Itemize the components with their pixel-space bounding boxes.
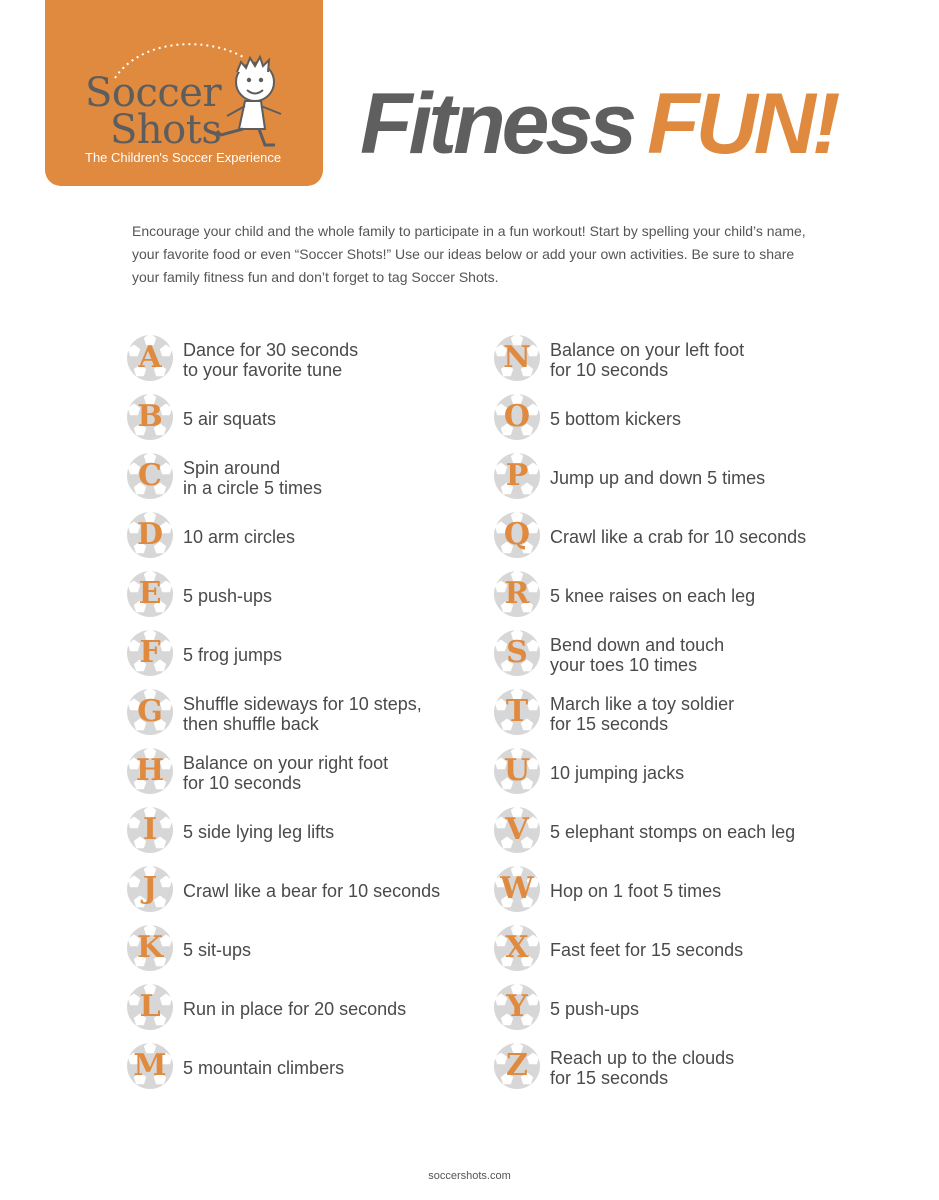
activity-letter: L <box>139 989 161 1024</box>
activity-item-u <box>494 748 854 798</box>
activity-letter: U <box>503 753 531 788</box>
activity-letter: M <box>133 1048 167 1083</box>
activity-text: Crawl like a bear for 10 seconds <box>183 881 441 901</box>
letter-badge <box>127 335 173 381</box>
letter-badge <box>494 335 540 381</box>
letter-badge <box>494 630 540 676</box>
letter-badge <box>127 394 173 440</box>
activity-item-m <box>127 1043 487 1093</box>
activity-letter: D <box>136 517 163 552</box>
activity-text: Spin around in a circle 5 times <box>183 458 323 498</box>
activity-item-n <box>494 335 854 385</box>
letter-badge <box>494 807 540 853</box>
activity-letter: E <box>138 576 162 611</box>
activity-text: 5 bottom kickers <box>550 409 682 429</box>
activity-item-e <box>127 571 487 621</box>
letter-badge <box>494 1043 540 1089</box>
activity-text: 5 elephant stomps on each leg <box>550 822 796 842</box>
activity-item-l <box>127 984 487 1034</box>
letter-badge <box>127 984 173 1030</box>
letter-badge <box>127 925 173 971</box>
activity-text: March like a toy soldier for 15 seconds <box>550 694 735 734</box>
activity-letter: T <box>505 694 529 729</box>
letter-badge <box>494 925 540 971</box>
page-title-part-2: FUN! <box>647 76 837 172</box>
activity-text: Bend down and touch your toes 10 times <box>550 635 725 675</box>
activity-text: Balance on your left foot for 10 seconds <box>550 340 745 380</box>
activity-letter: R <box>504 576 530 611</box>
activity-text: Balance on your right foot for 10 seconds <box>183 753 389 793</box>
activity-letter: I <box>142 812 158 847</box>
footer-url: soccershots.com <box>428 1170 511 1182</box>
activity-item-a <box>127 335 487 385</box>
activity-item-t <box>494 689 854 739</box>
activity-letter: G <box>137 694 163 729</box>
activity-letter: Y <box>506 989 528 1024</box>
letter-badge <box>127 512 173 558</box>
activity-text: 5 push-ups <box>183 586 273 606</box>
activity-letter: H <box>135 753 165 788</box>
letter-badge <box>127 807 173 853</box>
activity-letter: V <box>505 812 529 847</box>
activity-item-q <box>494 512 854 562</box>
letter-badge <box>494 748 540 794</box>
activity-letter: W <box>500 871 534 906</box>
logo-tagline: The Children's Soccer Experience <box>85 150 282 165</box>
activity-item-p <box>494 453 854 503</box>
activity-letter: N <box>503 340 531 375</box>
activity-item-j <box>127 866 487 916</box>
activity-item-r <box>494 571 854 621</box>
activity-text: 5 side lying leg lifts <box>183 822 335 842</box>
page-title-part-1: Fitness <box>360 76 634 172</box>
activity-letter: P <box>505 458 529 493</box>
letter-badge <box>127 571 173 617</box>
activity-letter: A <box>138 340 162 375</box>
activity-letter: Q <box>503 517 531 552</box>
activity-item-y <box>494 984 854 1034</box>
activity-item-f <box>127 630 487 680</box>
letter-badge <box>494 453 540 499</box>
activity-text: Reach up to the clouds for 15 seconds <box>550 1048 735 1088</box>
activity-text: 10 jumping jacks <box>550 763 685 783</box>
activity-text: 5 mountain climbers <box>183 1058 345 1078</box>
activity-item-o <box>494 394 854 444</box>
activity-text: Jump up and down 5 times <box>550 468 766 488</box>
letter-badge <box>494 394 540 440</box>
activity-item-w <box>494 866 854 916</box>
activity-text: Shuffle sideways for 10 steps, then shuffle back <box>183 694 422 734</box>
letter-badge <box>127 630 173 676</box>
activity-text: Crawl like a crab for 10 seconds <box>550 527 807 547</box>
logo-word-soccer: Soccer <box>85 70 222 116</box>
activity-text: Hop on 1 foot 5 times <box>550 881 722 901</box>
activity-item-k <box>127 925 487 975</box>
activity-letter: S <box>506 635 528 670</box>
letter-badge <box>127 866 173 912</box>
letter-badge <box>127 1043 173 1089</box>
activity-item-x <box>494 925 854 975</box>
activity-letter: O <box>503 399 531 434</box>
activity-item-d <box>127 512 487 562</box>
letter-badge <box>127 748 173 794</box>
letter-badge <box>494 984 540 1030</box>
activity-item-b <box>127 394 487 444</box>
page-title <box>360 74 836 174</box>
activity-letter: X <box>505 930 529 965</box>
letter-badge <box>494 571 540 617</box>
activity-text: 5 frog jumps <box>183 645 283 665</box>
activity-text: Fast feet for 15 seconds <box>550 940 744 960</box>
activity-text: 5 air squats <box>183 409 277 429</box>
activity-letter: C <box>138 458 162 493</box>
activity-text: 10 arm circles <box>183 527 296 547</box>
activity-letter: F <box>139 635 161 670</box>
activity-letter: K <box>136 930 164 965</box>
activity-item-i <box>127 807 487 857</box>
activity-item-s <box>494 630 854 680</box>
activity-item-c <box>127 453 487 503</box>
activity-item-g <box>127 689 487 739</box>
letter-badge <box>494 689 540 735</box>
letter-badge <box>127 453 173 499</box>
activity-item-v <box>494 807 854 857</box>
activity-text: 5 sit-ups <box>183 940 252 960</box>
letter-badge <box>494 512 540 558</box>
activity-item-z <box>494 1043 854 1093</box>
letter-badge <box>127 689 173 735</box>
activity-text: Run in place for 20 seconds <box>183 999 407 1019</box>
activity-item-h <box>127 748 487 798</box>
activity-letter: J <box>142 871 158 906</box>
intro-paragraph: Encourage your child and the whole family to participate in a fun workout! Start by spelling your child’s name, your favorite food or even “Soccer Shots!” Use our ideas below or add your own activities. Be sure to share your family fitness fun and don’t forget to tag Soccer Shots. <box>132 223 806 285</box>
activity-letter: Z <box>506 1048 528 1083</box>
activity-text: 5 knee raises on each leg <box>550 586 756 606</box>
activity-text: 5 push-ups <box>550 999 640 1019</box>
logo-word-shots: Shots <box>110 107 222 153</box>
letter-badge <box>494 866 540 912</box>
activity-text: Dance for 30 seconds to your favorite tune <box>183 340 359 380</box>
activity-letter: B <box>137 399 163 434</box>
logo <box>45 0 323 186</box>
